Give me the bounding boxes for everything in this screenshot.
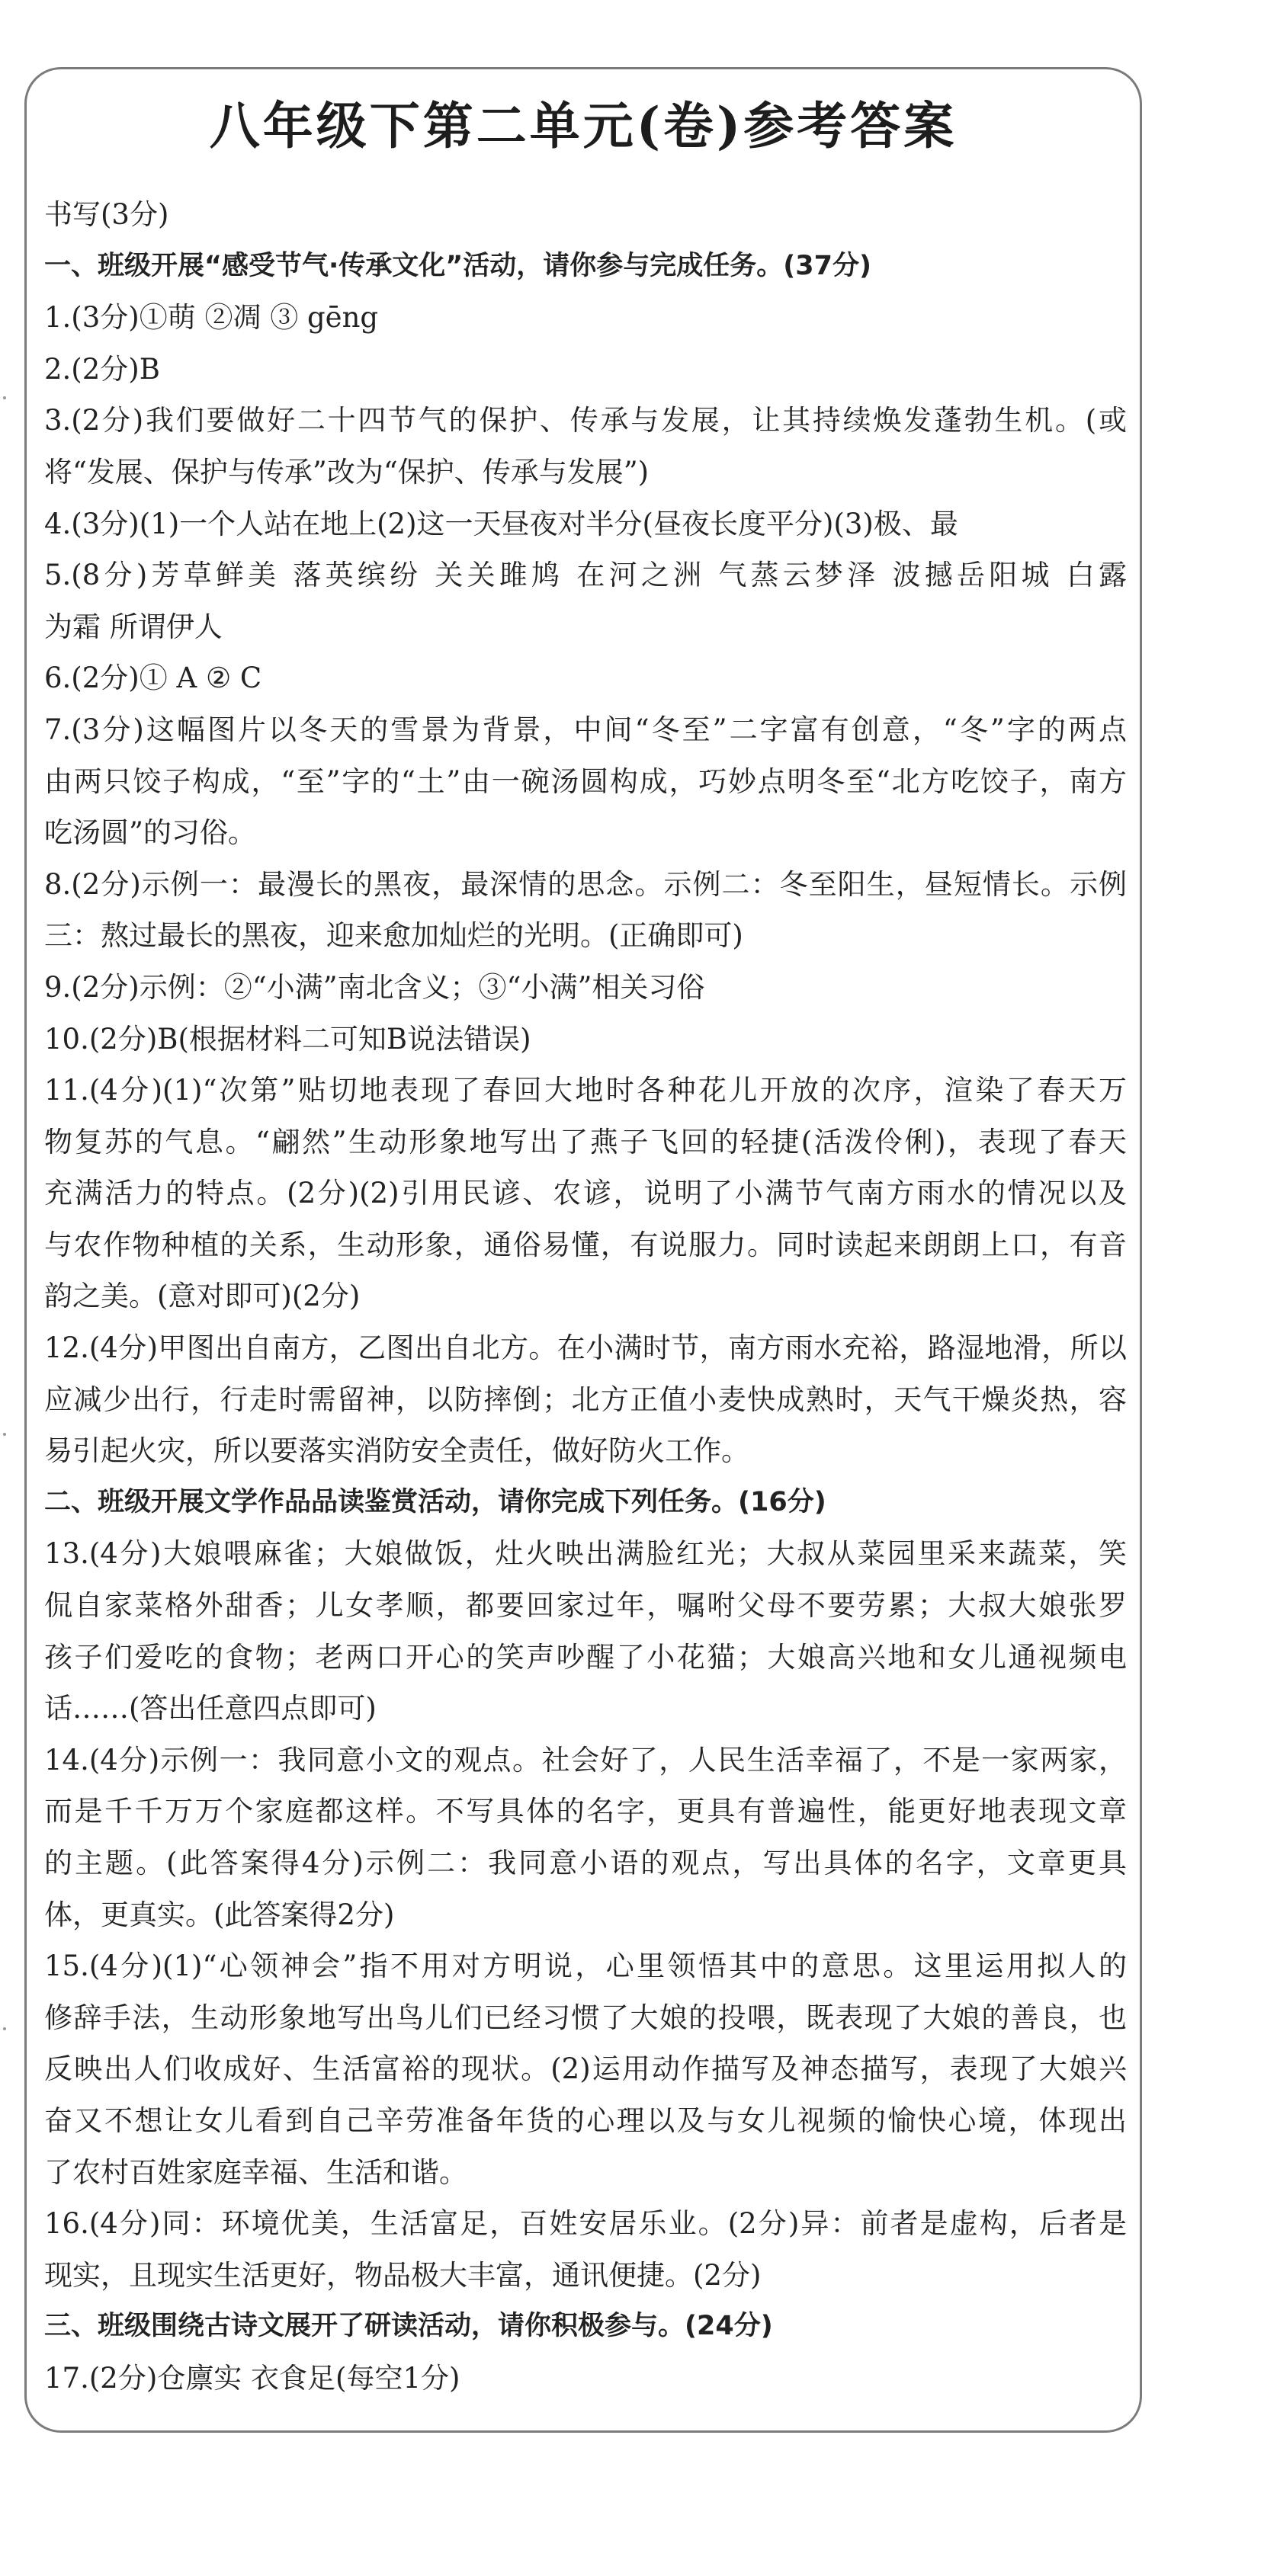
edge-dot (3, 1433, 6, 1436)
page-title: 八年级下第二单元(卷)参考答案 (209, 96, 958, 155)
answer-line: 而是千千万万个家庭都这样。不写具体的名字，更具有普遍性，能更好地表现文章 (44, 1795, 1127, 1828)
answer-line: 体，更真实。(此答案得2分) (44, 1898, 395, 1931)
answer-line: 4.(3分)(1)一个人站在地上(2)这一天昼夜对半分(昼夜长度平分)(3)极、最 (44, 507, 958, 540)
answer-line: 6.(2分)① A ② C (44, 662, 262, 695)
answer-line: 反映出人们收成好、生活富裕的现状。(2)运用动作描写及神态描写，表现了大娘兴 (44, 2052, 1127, 2086)
answer-line: 15.(4分)(1)“心领神会”指不用对方明说，心里领悟其中的意思。这里运用拟人的 (44, 1950, 1127, 1983)
answer-line: 2.(2分)B (44, 352, 160, 386)
answer-line: 14.(4分)示例一：我同意小文的观点。社会好了，人民生活幸福了，不是一家两家， (44, 1743, 1127, 1777)
answer-line: 奋又不想让女儿看到自己辛劳准备年货的心理以及与女儿视频的愉快心境，体现出 (44, 2103, 1127, 2137)
answer-line: 16.(4分)同：环境优美，生活富足，百姓安居乐业。(2分)异：前者是虚构，后者是 (44, 2207, 1127, 2241)
section-heading-line: 二、班级开展文学作品品读鉴赏活动，请你完成下列任务。(16分) (44, 1486, 826, 1517)
answer-line: 将“发展、保护与传承”改为“保护、传承与发展”) (44, 455, 650, 489)
answer-line: 侃自家菜格外甜香；儿女孝顺，都要回家过年，嘱咐父母不要劳累；大叔大娘张罗 (44, 1589, 1127, 1623)
answer-content (44, 189, 1127, 2405)
edge-dot (3, 2027, 6, 2030)
answer-line: 充满活力的特点。(2分)(2)引用民谚、农谚，说明了小满节气南方雨水的情况以及 (44, 1177, 1127, 1210)
answer-line: 11.(4分)(1)“次第”贴切地表现了春回大地时各种花儿开放的次序，渲染了春天万 (44, 1074, 1127, 1107)
answer-line: 现实，且现实生活更好，物品极大丰富，通讯便捷。(2分) (44, 2258, 762, 2292)
answer-line: 易引起火灾，所以要落实消防安全责任，做好防火工作。 (44, 1434, 749, 1468)
answer-line: 的主题。(此答案得4分)示例二：我同意小语的观点，写出具体的名字，文章更具 (44, 1847, 1127, 1879)
answer-line: 三：熬过最长的黑夜，迎来愈加灿烂的光明。(正确即可) (44, 919, 743, 953)
section-heading-line: 三、班级围绕古诗文展开了研读活动，请你积极参与。(24分) (44, 2311, 773, 2342)
answer-line: 17.(2分)仓廪实 衣食足(每空1分) (44, 2361, 460, 2395)
section-heading-line: 一、班级开展“感受节气·传承文化”活动，请你参与完成任务。(37分) (44, 250, 872, 281)
answer-line: 韵之美。(意对即可)(2分) (44, 1280, 361, 1313)
answer-line: 孩子们爱吃的食物；老两口开心的笑声吵醒了小花猫；大娘高兴地和女儿通视频电 (44, 1640, 1127, 1674)
answer-line: 9.(2分)示例：②“小满”南北含义；③“小满”相关习俗 (44, 970, 705, 1004)
answer-line: 5.(8分)芳草鲜美 落英缤纷 关关雎鸠 在河之洲 气蒸云梦泽 波撼岳阳城 白露 (44, 559, 1127, 592)
answer-line: 3.(2分)我们要做好二十四节气的保护、传承与发展，让其持续焕发蓬勃生机。(或 (44, 404, 1127, 437)
edge-dot (3, 396, 6, 399)
answer-line: 7.(3分)这幅图片以冬天的雪景为背景，中间“冬至”二字富有创意，“冬”字的两点 (44, 713, 1127, 746)
answer-line: 1.(3分)①萌 ②凋 ③ gēng (44, 301, 379, 335)
answer-line: 话……(答出任意四点即可) (44, 1692, 377, 1725)
answer-line: 由两只饺子构成，“至”字的“土”由一碗汤圆构成，巧妙点明冬至“北方吃饺子，南方 (44, 764, 1127, 798)
answer-line: 物复苏的气息。“翩然”生动形象地写出了燕子飞回的轻捷(活泼伶俐)，表现了春天 (44, 1125, 1127, 1158)
answer-line: 12.(4分)甲图出自南方，乙图出自北方。在小满时节，南方雨水充裕，路湿地滑，所以 (44, 1331, 1127, 1365)
answer-line: 8.(2分)示例一：最漫长的黑夜，最深情的思念。示例二：冬至阳生，昼短情长。示例 (44, 867, 1127, 901)
answer-line: 了农村百姓家庭幸福、生活和谐。 (44, 2155, 467, 2189)
answer-line: 与农作物种植的关系，生动形象，通俗易懂，有说服力。同时读起来朗朗上口，有音 (44, 1228, 1127, 1261)
answer-line: 修辞手法，生动形象地写出鸟儿们已经习惯了大娘的投喂，既表现了大娘的善良，也 (44, 2001, 1127, 2034)
answer-line: 为霜 所谓伊人 (44, 610, 223, 643)
answer-line: 吃汤圆”的习俗。 (44, 816, 256, 850)
answer-line: 13.(4分)大娘喂麻雀；大娘做饭，灶火映出满脸红光；大叔从菜园里采来蔬菜，笑 (44, 1537, 1127, 1571)
answer-line: 应减少出行，行走时需留神，以防摔倒；北方正值小麦快成熟时，天气干燥炎热，容 (44, 1383, 1127, 1416)
answer-line: 书写(3分) (44, 198, 169, 231)
answer-line: 10.(2分)B(根据材料二可知B说法错误) (44, 1022, 531, 1056)
